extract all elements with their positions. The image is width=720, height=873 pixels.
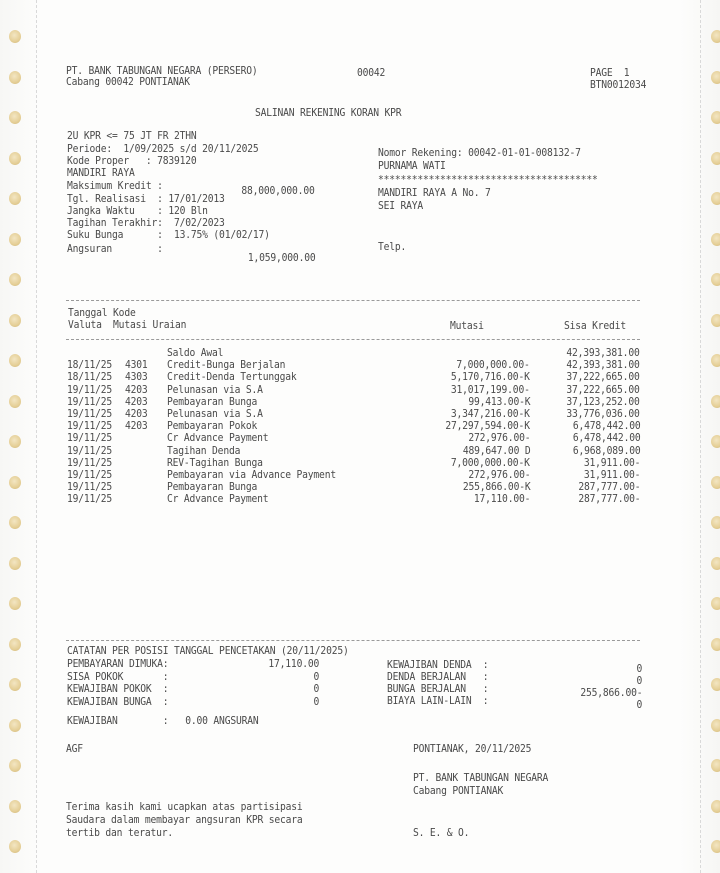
- document-title: SALINAN REKENING KORAN KPR: [255, 107, 402, 119]
- row-date: 19/11/25: [67, 420, 113, 432]
- bank-name: PT. BANK TABUNGAN NEGARA (PERSERO): [66, 65, 258, 77]
- row-mutasi: 5,170,716.00-K: [451, 371, 530, 383]
- sprocket-hole: [711, 273, 720, 286]
- sprocket-hole: [711, 516, 720, 529]
- row-date: 19/11/25: [67, 457, 113, 469]
- row-sisa-kredit: 287,777.00-: [578, 481, 640, 493]
- note-value: 255,866.00-: [580, 687, 642, 699]
- note-label: KEWAJIBAN DENDA :: [387, 659, 489, 671]
- row-sisa-kredit: 6,478,442.00: [572, 432, 640, 444]
- row-date: 19/11/25: [67, 384, 113, 396]
- row-date: 18/11/25: [67, 359, 113, 371]
- note-value: 0: [636, 663, 642, 675]
- agf-label: AGF: [66, 743, 83, 755]
- sprocket-hole: [9, 273, 21, 286]
- row-description: Pembayaran Bunga: [167, 481, 258, 493]
- interest-rate: Suku Bunga : 13.75% (01/02/17): [67, 229, 270, 241]
- sprocket-hole: [711, 354, 720, 367]
- note-value: 0: [313, 670, 319, 683]
- row-sisa-kredit: 31,911.00-: [583, 457, 640, 469]
- realization-date: Tgl. Realisasi : 17/01/2013: [67, 193, 225, 205]
- sprocket-hole: [711, 395, 720, 408]
- row-description: Credit-Denda Tertunggak: [167, 371, 297, 383]
- note-label: DENDA BERJALAN :: [387, 671, 489, 683]
- row-date: 19/11/25: [67, 396, 113, 408]
- row-mutasi: 17,110.00-: [473, 493, 530, 505]
- kewajiban-angsuran: KEWAJIBAN : 0.00 ANGSURAN: [67, 715, 259, 727]
- note-value: 0: [313, 695, 319, 708]
- row-description: Pelunasan via S.A: [167, 408, 263, 420]
- row-sisa-kredit: 31,911.00-: [583, 469, 640, 481]
- branch-name: Cabang 00042 PONTIANAK: [66, 76, 190, 88]
- project-name: MANDIRI RAYA: [67, 167, 135, 179]
- sprocket-hole: [711, 638, 720, 651]
- col-header-sisa-kredit: Sisa Kredit: [564, 320, 626, 332]
- sprocket-hole: [9, 354, 21, 367]
- document-code: BTN0012034: [590, 79, 647, 91]
- perforation-right: [700, 0, 701, 873]
- max-credit-label: Maksimum Kredit :: [67, 180, 163, 192]
- sprocket-hole: [711, 314, 720, 327]
- sprocket-hole: [711, 678, 720, 691]
- sprocket-hole: [9, 476, 21, 489]
- footer-branch: Cabang PONTIANAK: [413, 785, 504, 797]
- note-value: 0: [636, 675, 642, 687]
- note-label: BIAYA LAIN-LAIN :: [387, 695, 489, 707]
- sprocket-hole: [9, 71, 21, 84]
- row-mutasi: 99,413.00-K: [468, 396, 530, 408]
- notes-title: CATATAN PER POSISI TANGGAL PENCETAKAN (20/11/2025): [67, 645, 349, 657]
- row-date: 19/11/25: [67, 408, 113, 420]
- row-description: Pelunasan via S.A: [167, 384, 263, 396]
- address-line-2: SEI RAYA: [378, 200, 424, 212]
- notes-rule: [66, 640, 640, 641]
- sprocket-hole: [9, 759, 21, 772]
- thanks-line-2: Saudara dalam membayar angsuran KPR secara: [66, 814, 303, 826]
- row-description: Saldo Awal: [167, 347, 224, 359]
- sprocket-hole: [711, 597, 720, 610]
- sprocket-hole: [9, 719, 21, 732]
- last-bill: Tagihan Terakhir: 7/02/2023: [67, 217, 225, 229]
- sprocket-hole: [9, 111, 21, 124]
- row-date: 19/11/25: [67, 481, 113, 493]
- row-mutasi: 255,866.00-K: [462, 481, 530, 493]
- row-mutasi: 3,347,216.00-K: [451, 408, 530, 420]
- sprocket-hole: [711, 152, 720, 165]
- row-description: Tagihan Denda: [167, 445, 241, 457]
- row-date: 19/11/25: [67, 445, 113, 457]
- row-mutasi: 31,017,199.00-: [451, 384, 530, 396]
- row-date: 19/11/25: [67, 493, 113, 505]
- row-sisa-kredit: 37,123,252.00: [566, 396, 640, 408]
- signoff: S. E. & O.: [413, 827, 470, 839]
- row-sisa-kredit: 6,968,089.00: [572, 445, 640, 457]
- row-description: Pembayaran via Advance Payment: [167, 469, 336, 481]
- row-sisa-kredit: 42,393,381.00: [566, 347, 640, 359]
- sprocket-hole: [711, 719, 720, 732]
- kode-proper: Kode Proper : 7839120: [67, 155, 197, 167]
- loan-term: Jangka Waktu : 120 Bln: [67, 205, 208, 217]
- sprocket-hole: [9, 233, 21, 246]
- row-description: REV-Tagihan Bunga: [167, 457, 263, 469]
- place-date: PONTIANAK, 20/11/2025: [413, 743, 532, 755]
- sprocket-hole: [9, 840, 21, 853]
- phone-label: Telp.: [378, 241, 407, 253]
- sprocket-hole: [9, 800, 21, 813]
- footer-bank-name: PT. BANK TABUNGAN NEGARA: [413, 772, 549, 784]
- sprocket-hole: [711, 71, 720, 84]
- row-sisa-kredit: 37,222,665.00: [566, 371, 640, 383]
- row-description: Pembayaran Pokok: [167, 420, 258, 432]
- address-line-1: MANDIRI RAYA A No. 7: [378, 187, 491, 199]
- sprocket-hole: [9, 597, 21, 610]
- col-header-valuta: Valuta Mutasi Uraian: [68, 319, 187, 331]
- note-value: 17,110.00: [268, 658, 319, 670]
- row-mutasi: 272,976.00-: [468, 469, 530, 481]
- account-holder: PURNAMA WATI: [378, 160, 446, 172]
- note-label: SISA POKOK :: [67, 670, 169, 683]
- row-code: 4203: [125, 396, 148, 408]
- row-mutasi: 489,647.00 D: [462, 445, 530, 457]
- sprocket-hole: [711, 557, 720, 570]
- row-sisa-kredit: 42,393,381.00: [566, 359, 640, 371]
- sprocket-hole: [9, 395, 21, 408]
- sprocket-hole: [9, 314, 21, 327]
- row-date: 19/11/25: [67, 469, 113, 481]
- note-label: KEWAJIBAN POKOK :: [67, 683, 169, 695]
- sprocket-hole: [711, 840, 720, 853]
- account-separator: ***************************************: [378, 174, 598, 186]
- note-value: 0: [636, 699, 642, 711]
- page-number: PAGE 1: [590, 67, 630, 79]
- table-top-rule: [66, 300, 640, 301]
- row-description: Pembayaran Bunga: [167, 396, 258, 408]
- row-description: Credit-Bunga Berjalan: [167, 359, 286, 371]
- loan-periode: Periode: 1/09/2025 s/d 20/11/2025: [67, 143, 259, 155]
- sprocket-hole: [711, 192, 720, 205]
- row-mutasi: 27,297,594.00-K: [445, 420, 530, 432]
- sprocket-hole: [711, 435, 720, 448]
- sprocket-hole: [9, 435, 21, 448]
- thanks-line-1: Terima kasih kami ucapkan atas partisipasi: [66, 801, 303, 813]
- sprocket-hole: [711, 30, 720, 43]
- row-sisa-kredit: 287,777.00-: [578, 493, 640, 505]
- row-date: 18/11/25: [67, 371, 113, 383]
- sprocket-hole: [9, 557, 21, 570]
- row-mutasi: 7,000,000.00-K: [451, 457, 530, 469]
- row-code: 4303: [125, 371, 148, 383]
- loan-product: 2U KPR <= 75 JT FR 2THN: [67, 130, 197, 142]
- installment-value: 1,059,000.00: [247, 252, 315, 264]
- row-date: 19/11/25: [67, 432, 113, 444]
- installment-label: Angsuran :: [67, 243, 163, 255]
- max-credit-value: 88,000,000.00: [241, 185, 315, 197]
- note-label: BUNGA BERJALAN :: [387, 683, 489, 695]
- perforation-left: [36, 0, 37, 873]
- row-code: 4301: [125, 359, 148, 371]
- sprocket-hole: [711, 233, 720, 246]
- sprocket-hole: [9, 192, 21, 205]
- note-label: KEWAJIBAN BUNGA :: [67, 695, 169, 708]
- row-sisa-kredit: 6,478,442.00: [572, 420, 640, 432]
- col-header-tanggal: Tanggal Kode: [68, 307, 136, 319]
- row-description: Cr Advance Payment: [167, 432, 269, 444]
- row-code: 4203: [125, 408, 148, 420]
- sprocket-hole: [9, 152, 21, 165]
- sprocket-hole: [711, 759, 720, 772]
- row-code: 4203: [125, 420, 148, 432]
- sprocket-hole: [9, 516, 21, 529]
- sprocket-hole: [711, 800, 720, 813]
- row-mutasi: 7,000,000.00-: [456, 359, 530, 371]
- row-mutasi: 272,976.00-: [468, 432, 530, 444]
- sprocket-hole: [9, 30, 21, 43]
- branch-code: 00042: [357, 67, 386, 79]
- note-value: 0: [313, 683, 319, 695]
- row-sisa-kredit: 33,776,036.00: [566, 408, 640, 420]
- row-description: Cr Advance Payment: [167, 493, 269, 505]
- sprocket-hole: [9, 638, 21, 651]
- table-header-rule: [66, 339, 640, 340]
- sprocket-hole: [9, 678, 21, 691]
- col-header-mutasi: Mutasi: [450, 320, 484, 332]
- thanks-line-3: tertib dan teratur.: [66, 827, 174, 839]
- sprocket-hole: [711, 111, 720, 124]
- account-number: Nomor Rekening: 00042-01-01-008132-7: [378, 147, 581, 159]
- row-code: 4203: [125, 384, 148, 396]
- row-sisa-kredit: 37,222,665.00: [566, 384, 640, 396]
- note-label: PEMBAYARAN DIMUKA:: [67, 658, 169, 670]
- sprocket-hole: [711, 476, 720, 489]
